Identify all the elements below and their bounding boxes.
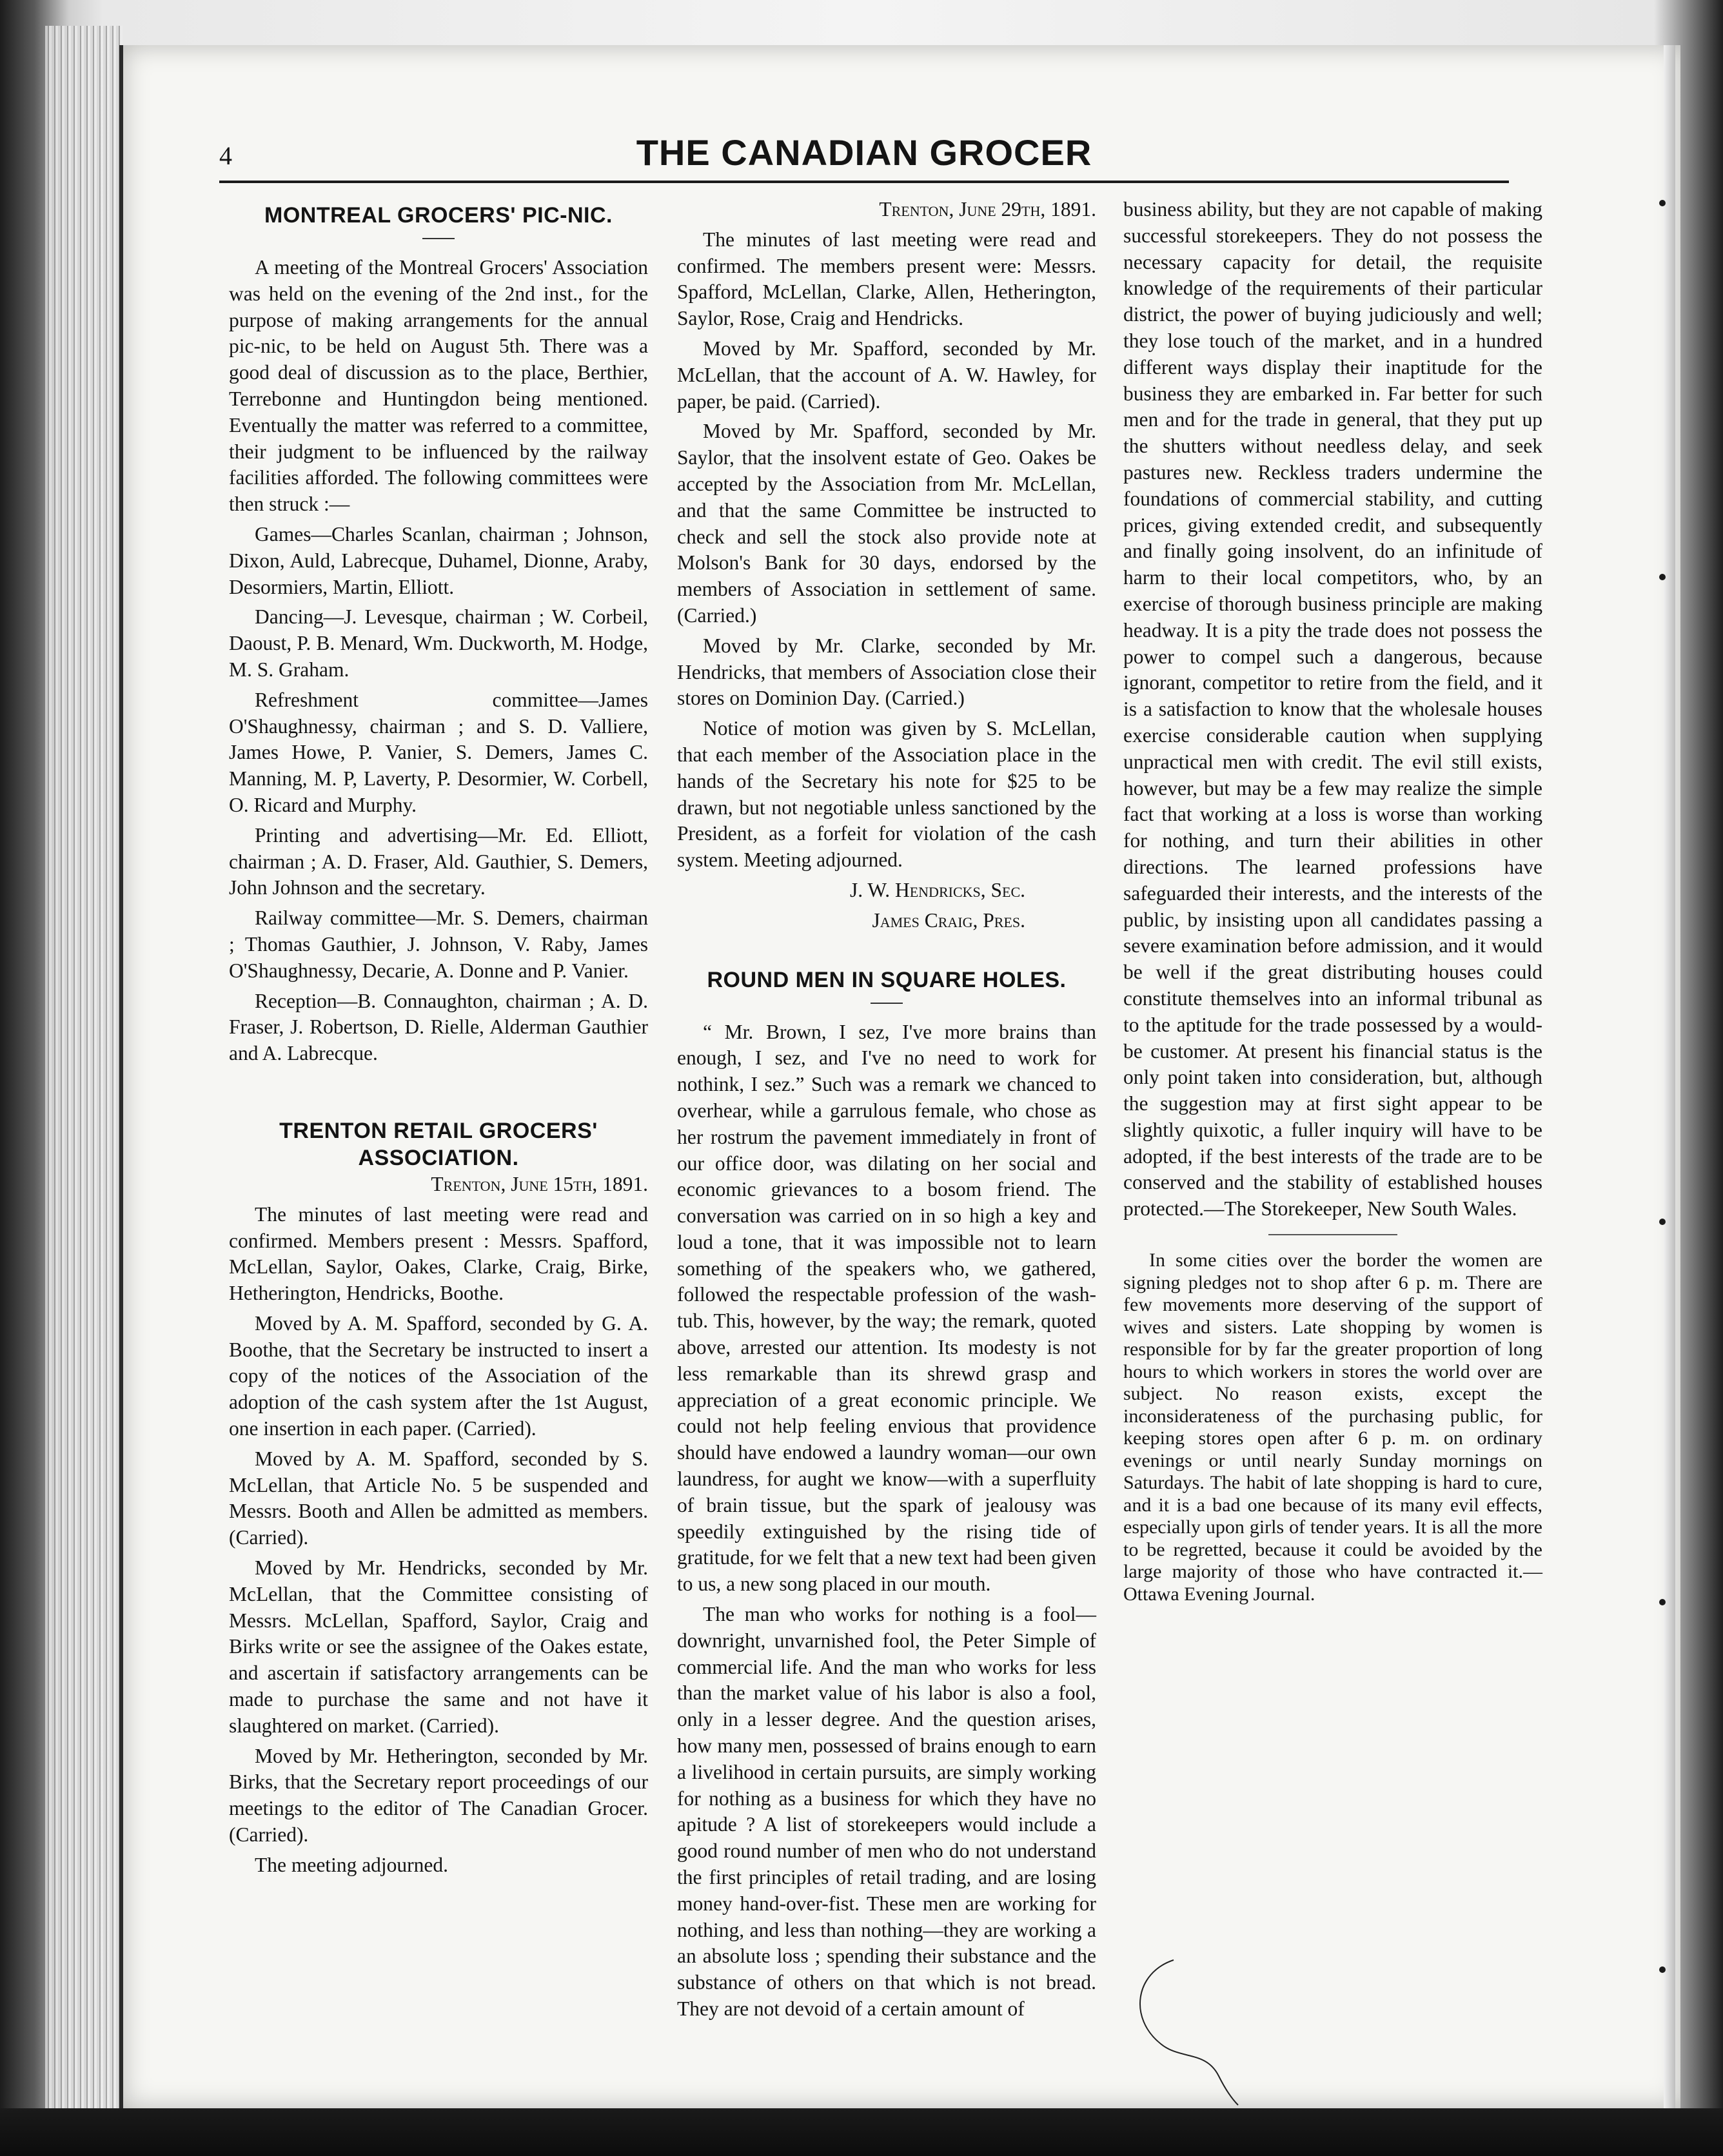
masthead: THE CANADIAN GROCER [636,132,1092,173]
round-men-paragraph: “ Mr. Brown, I sez, I've more brains than enough, I sez, and I've no need to work for nothink, I sez.” Such was a remark we chanced to overhear, while a garrulous female, who chose as her rostrum the pavement immediately in front of our office door, was dilating on her social and economic grievances to a bosom friend. The conversation was carried on in so high a key and loud a tone, that it was impossible not to learn something of the speakers who, we gathered, followed the respectable profession of the wash-tub. This, however, by the way; the remark, quoted above, arrested our attention. Its modesty is not less remarkable than its shrewd grasp and appreciation of a great economic principle. We could not help feeling envious that providence should have endowed a laundry woman—our own laundress, for aught we know—with a superfluity of brain tissue, but the spark of jealousy was speedily extinguished by the rising tide of gratitude, for we felt that a new text had been given to us, a new song placed in our mouth. [677,1020,1096,1596]
section-separator [1268,1234,1397,1235]
page-edge-stack [45,26,123,2128]
page-header [219,129,1509,181]
minutes-1-item: Moved by Mr. Hetherington, seconded by Mr. Birks, that the Secretary report proceedings of our meetings to the editor of The Canadian Grocer. (Carried). [229,1744,648,1847]
column-1 [229,197,648,1883]
committee-games: Games—Charles Scanlan, chairman ; Johnson, Dixon, Auld, Labrecque, Duhamel, Dionne, Araby, Desormiers, Martin, Elliott. [229,522,648,598]
picnic-heading: MONTREAL GROCERS' PIC-NIC. [264,203,613,228]
round-men-paragraph: The man who works for nothing is a fool—downright, unvarnished fool, the Peter Simple of commercial life. And the man who works for less than the market value of his labor is also a fool, only in a lesser degree. And the question arises, how many men, possessed of brains enough to earn a livelihood in certain pursuits, are simply working for nothing as a business for which they have no apitude ? A list of storekeepers would include a good round number of men who do not understand the first principles of retail trading, and are losing money hand-over-fist. These men are working for nothing, and less than nothing—they are working a an absolute loss ; spending their substance and the substance of others on that which is not bread. They are not devoid of a certain amount of [677,1603,1096,2020]
minutes-2-item: Moved by Mr. Clarke, seconded by Mr. Hendricks, that members of Association close their stores on Dominion Day. (Carried.) [677,634,1096,710]
minutes-2-item: Notice of motion was given by S. McLellan, that each member of the Association place in the hands of the Secretary his note for $25 to be drawn, but not negotiable unless sanctioned by the President, as a forfeit for violation of the cash system. Meeting adjourned. [677,717,1096,872]
trenton-date-2: Trenton, June 29th, 1891. [879,198,1096,220]
column-2 [677,197,1096,2026]
minutes-1-item: Moved by A. M. Spafford, seconded by S. McLellan, that Article No. 5 be suspended and Messrs. Booth and Allen be admitted as members. (Carried). [229,1447,648,1549]
header-rule [219,181,1509,183]
minutes-2-item: Moved by Mr. Spafford, seconded by Mr. McLellan, that the account of A. W. Hawley, for paper, be paid. (Carried). [677,337,1096,413]
minutes-1-item: The minutes of last meeting were read and confirmed. Members present : Messrs. Spafford, McLellan, Saylor, Oakes, Clarke, Craig, Birke, Hetherington, Hendricks, Boothe. [229,1202,648,1305]
committee-railway: Railway committee—Mr. S. Demers, chairman ; Thomas Gauthier, J. Johnson, V. Raby, James O'Shaughnessy, Decarie, A. Donne and P. Vanier. [229,906,648,982]
scan-bottom-edge [0,2108,1723,2156]
round-men-continued: business ability, but they are not capable of making successful storekeepers. They do not possess the necessary capacity for detail, the requisite knowledge of the requirements of their particular district, the power of buying judiciously and well; they lose touch of the market, and in a hundred different ways display their inaptitude for the business they are embarked in. Far better for such men and for the trade in general, that they put up the shutters without needless delay, and seek pastures new. Reckless traders undermine the foundations of commercial stability, and cutting prices, giving extended credit, and subsequently and finally going insolvent, do an infinitude of harm to their local competitors, who, by an exercise of thorough business principle are making headway. It is a pity the trade does not possess the power to compel such a dangerous, because ignorant, competitor to retire from the field, and it is a satisfaction to know that the wholesale houses exercise considerable caution when supplying unpractical men with credit. The evil still exists, however, but may be a few may realize the simple fact that working at a loss is worse than working for nothing, and turn their abilities in other directions. The learned professions have safeguarded their interests, and the interests of the public, by insisting upon all candidates passing a severe examination before admission, and it would be well if the great distributing houses could constitute themselves into an informal tribunal as to the aptitude for the trade possessed by a would-be customer. At present his financial status is the only point taken into consideration, but, although the suggestion may at first sight appear to be slightly quixotic, a fuller inquiry will have to be adopted, if the best interests of the trade are to be conserved and the stability of established houses protected.—The Storekeeper, New South Wales. [1123,198,1542,1220]
shopping-paragraph: In some cities over the border the women are signing pledges not to shop after 6 p. m. There are few movements more deserving of the support of wives and sisters. Late shopping by women is responsible for by far the greater proportion of long hours to which workers in stores the world over are subject. No reason exists, except the inconsiderateness of the purchasing public, for keeping stores open after 6 p. m. on ordinary evenings or until nearly Sunday mornings on Saturdays. The habit of late shopping is hard to cure, and it is a bad one because of its many evil effects, especially upon girls of tender years. It is all the more to be regretted, because it could be avoided by the large majority of those who have contracted it.—Ottawa Evening Journal. [1123,1250,1542,1605]
committee-dancing: Dancing—J. Levesque, chairman ; W. Corbeil, Daoust, P. B. Menard, Wm. Duckworth, M. Hodge, M. S. Graham. [229,605,648,681]
committee-printing: Printing and advertising—Mr. Ed. Elliott, chairman ; A. D. Fraser, Ald. Gauthier, S. Demers, John Johnson and the secretary. [229,823,648,899]
minutes-2-item: Moved by Mr. Spafford, seconded by Mr. Saylor, that the insolvent estate of Geo. Oakes be accepted by the Association from Mr. McLellan, and that the same Committee be instructed to check and sell the stock also provide note at Molson's Bank for 30 days, endorsed by the members of Association in settlement of same. (Carried.) [677,420,1096,627]
heading-rule [422,238,455,239]
heading-rule [871,1003,903,1004]
column-3 [1123,197,1542,1609]
minutes-1-item: The meeting adjourned. [255,1853,449,1876]
minutes-2-item: The minutes of last meeting were read and confirmed. The members present were: Messrs. Spafford, McLellan, Clarke, Allen, Hetherington, Saylor, Rose, Craig and Hendricks. [677,228,1096,330]
picnic-intro: A meeting of the Montreal Grocers' Association was held on the evening of the 2nd inst., for the purpose of making arrangements for the annual pic-nic, to be held on August 5th. There was a good deal of discussion as to the place, Berthier, Terrebonne and Huntingdon being mentioned. Eventually the matter was referred to a committee, their judgment to be influenced by the railway facilities afforded. The following committees were then struck :— [229,256,648,516]
binding-marks [1659,187,1668,1992]
round-men-heading: ROUND MEN IN SQUARE HOLES. [707,967,1067,992]
signature-president: James Craig, Pres. [872,908,1025,932]
page-number: 4 [219,141,232,170]
pencil-mark [1122,1947,1264,2108]
committee-refreshment: Refreshment committee—James O'Shaughnessy, chairman ; and S. D. Valliere, James Howe, P. Vanier, S. Demers, James C. Manning, M. P, Laverty, P. Desormier, W. Corbell, O. Ricard and Murphy. [229,688,648,816]
trenton-heading: TRENTON RETAIL GROCERS' ASSOCIATION. [279,1118,598,1170]
trenton-date-1: Trenton, June 15th, 1891. [431,1172,648,1195]
signature-secretary: J. W. Hendricks, Sec. [849,878,1025,901]
minutes-1-item: Moved by Mr. Hendricks, seconded by Mr. McLellan, that the Committee consisting of Messrs. McLellan, Spafford, Saylor, Craig and Birks write or see the assignee of the Oakes estate, and ascertain if satisfactory arrangements can be made to purchase the same and not have it slaughtered on market. (Carried). [229,1556,648,1737]
minutes-1-item: Moved by A. M. Spafford, seconded by G. A. Boothe, that the Secretary be instructed to insert a copy of the notices of the Association of the adoption of the cash system after the 1st August, one insertion in each paper. (Carried). [229,1311,648,1440]
committee-reception: Reception—B. Connaughton, chairman ; A. D. Fraser, J. Robertson, D. Rielle, Alderman Gauthier and A. Labrecque. [229,989,648,1065]
